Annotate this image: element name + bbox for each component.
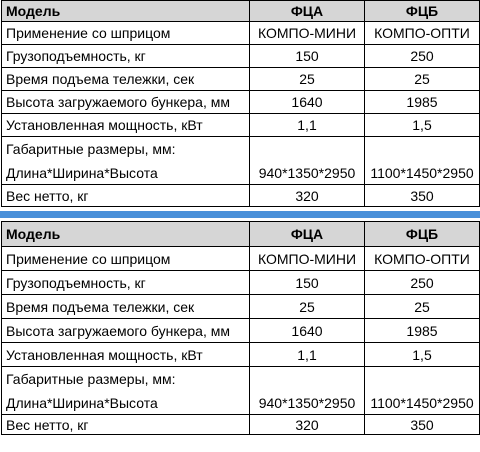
row-label: Грузоподъемность, кг bbox=[2, 45, 250, 68]
header-fca: ФЦА bbox=[250, 1, 365, 22]
cell-fcb: 1985 bbox=[365, 91, 480, 114]
header-model: Модель bbox=[2, 1, 250, 22]
cell-fcb: 1,5 bbox=[365, 343, 480, 367]
cell-fca: 320 bbox=[250, 185, 365, 207]
cell-fca: КОМПО-МИНИ bbox=[250, 22, 365, 45]
cell-fca: 940*1350*2950 bbox=[250, 367, 365, 415]
divider-bar bbox=[0, 211, 480, 218]
table-header-row bbox=[2, 222, 480, 247]
dimensions-label-line1: Габаритные размеры, мм: bbox=[6, 371, 176, 387]
cell-fca: 940*1350*2950 bbox=[250, 137, 365, 185]
cell-fcb: 250 bbox=[365, 45, 480, 68]
spec-table-2 bbox=[1, 221, 480, 435]
cell-fcb: 25 bbox=[365, 68, 480, 91]
table-row bbox=[2, 295, 480, 319]
cell-fcb: КОМПО-ОПТИ bbox=[365, 22, 480, 45]
row-label: Вес нетто, кг bbox=[2, 415, 250, 435]
cell-fca: 1640 bbox=[250, 91, 365, 114]
cell-fca: КОМПО-МИНИ bbox=[250, 247, 365, 271]
cell-fca: 1640 bbox=[250, 319, 365, 343]
row-label-dimensions bbox=[2, 367, 250, 415]
table-row bbox=[2, 185, 480, 207]
cell-fca: 1,1 bbox=[250, 114, 365, 137]
cell-fca: 25 bbox=[250, 68, 365, 91]
row-label: Вес нетто, кг bbox=[2, 185, 250, 207]
row-label: Применение со шприцом bbox=[2, 247, 250, 271]
table-row bbox=[2, 343, 480, 367]
row-label: Время подъема тележки, сек bbox=[2, 295, 250, 319]
dimensions-label-line2: Длина*Ширина*Высота bbox=[6, 165, 158, 181]
cell-fca: 1,1 bbox=[250, 343, 365, 367]
row-label: Установленная мощность, кВт bbox=[2, 114, 250, 137]
table-row bbox=[2, 22, 480, 45]
cell-fcb: 250 bbox=[365, 271, 480, 295]
table-row bbox=[2, 247, 480, 271]
cell-fcb: 1100*1450*2950 bbox=[365, 367, 480, 415]
table-row bbox=[2, 68, 480, 91]
header-fca: ФЦА bbox=[250, 222, 365, 247]
table-header-row bbox=[2, 1, 480, 22]
header-model: Модель bbox=[2, 222, 250, 247]
table-row-dimensions bbox=[2, 367, 480, 415]
table-row-dimensions bbox=[2, 137, 480, 185]
cell-fca: 320 bbox=[250, 415, 365, 435]
row-label-dimensions bbox=[2, 137, 250, 185]
cell-fcb: 350 bbox=[365, 185, 480, 207]
cell-fcb: КОМПО-ОПТИ bbox=[365, 247, 480, 271]
row-label: Применение со шприцом bbox=[2, 22, 250, 45]
row-label: Высота загружаемого бункера, мм bbox=[2, 319, 250, 343]
table-row bbox=[2, 319, 480, 343]
cell-fca: 25 bbox=[250, 295, 365, 319]
dimensions-label-line2: Длина*Ширина*Высота bbox=[6, 395, 158, 411]
cell-fcb: 1985 bbox=[365, 319, 480, 343]
cell-fca: 150 bbox=[250, 45, 365, 68]
row-label: Грузоподъемность, кг bbox=[2, 271, 250, 295]
table-row bbox=[2, 415, 480, 435]
row-label: Высота загружаемого бункера, мм bbox=[2, 91, 250, 114]
spec-table-1 bbox=[1, 0, 480, 207]
table-row bbox=[2, 271, 480, 295]
table-row bbox=[2, 45, 480, 68]
cell-fcb: 25 bbox=[365, 295, 480, 319]
cell-fcb: 350 bbox=[365, 415, 480, 435]
row-label: Установленная мощность, кВт bbox=[2, 343, 250, 367]
table-row bbox=[2, 91, 480, 114]
dimensions-label-line1: Габаритные размеры, мм: bbox=[6, 141, 176, 157]
table-row bbox=[2, 114, 480, 137]
row-label: Время подъема тележки, сек bbox=[2, 68, 250, 91]
header-fcb: ФЦБ bbox=[365, 1, 480, 22]
cell-fcb: 1100*1450*2950 bbox=[365, 137, 480, 185]
cell-fcb: 1,5 bbox=[365, 114, 480, 137]
cell-fca: 150 bbox=[250, 271, 365, 295]
header-fcb: ФЦБ bbox=[365, 222, 480, 247]
